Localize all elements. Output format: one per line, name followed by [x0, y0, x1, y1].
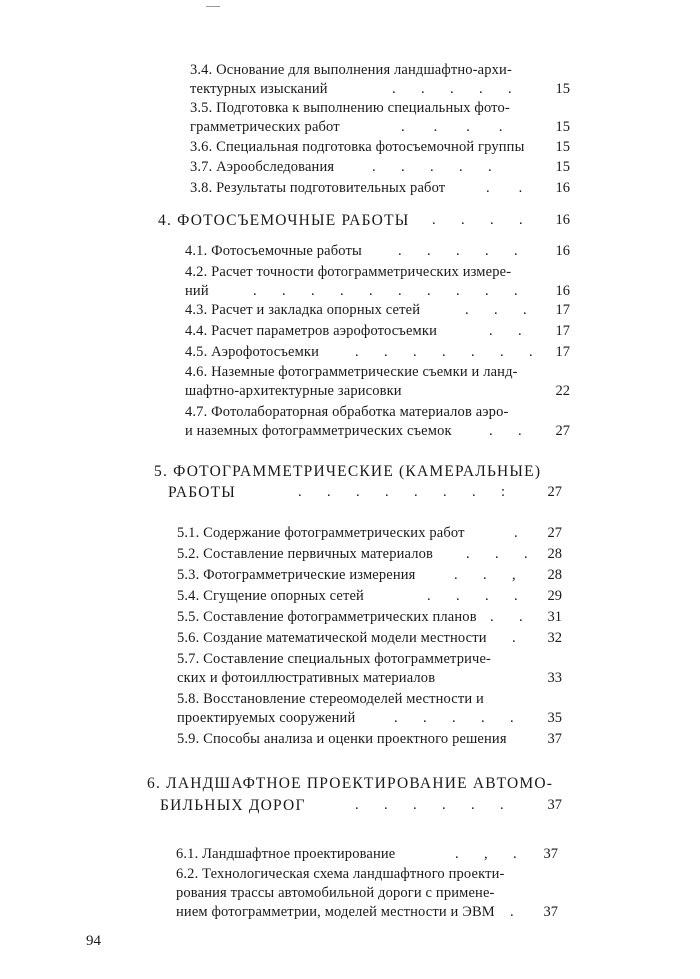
leader-dots: . . . . [432, 212, 523, 228]
toc-page-number: 16 [555, 212, 570, 228]
toc-entry-3-5-line-1: 3.5. Подготовка к выполнению специальных фото- [190, 100, 510, 116]
toc-entry-4-6-line-2: шафтно-архитектурные зарисовки [185, 383, 402, 399]
toc-entry-3-5-line-2: грамметрических работ [190, 119, 340, 135]
toc-page-number: 17 [555, 323, 570, 339]
toc-page-number: 37 [543, 846, 558, 862]
toc-page-number: 16 [555, 283, 570, 299]
toc-entry-5-4: 5.4. Сгущение опорных сетей [177, 588, 364, 604]
toc-page-number: 35 [547, 710, 562, 726]
toc-entry-4-1: 4.1. Фотосъемочные работы [185, 243, 362, 259]
toc-page-number: 33 [547, 670, 562, 686]
toc-entry-5-9: 5.9. Способы анализа и оценки проектного решения [177, 731, 507, 747]
chapter-5-heading-line-1: 5. ФОТОГРАММЕТРИЧЕСКИЕ (КАМЕРАЛЬНЫЕ) [154, 463, 542, 480]
toc-entry-5-8-line-1: 5.8. Восстановление стереомоделей местности и [177, 691, 484, 707]
leader-dots: . [510, 904, 514, 920]
leader-dots: . . . . . . . . . . [253, 283, 518, 299]
toc-page-number: 16 [555, 180, 570, 196]
leader-dots: . . . . . [372, 159, 492, 175]
toc-entry-4-5: 4.5. Аэрофотосъемки [185, 344, 319, 360]
toc-page-number: 29 [547, 588, 562, 604]
leader-dots: . . . . [401, 119, 503, 135]
toc-entry-5-1: 5.1. Содержание фотограмметрических работ [177, 525, 465, 541]
toc-page-number: 37 [543, 904, 558, 920]
toc-entry-5-7-line-1: 5.7. Составление специальных фотограмметриче- [177, 651, 492, 667]
leader-dots: . . , [454, 567, 516, 583]
leader-dots: . . . . . . . [355, 344, 533, 360]
toc-page-number: 37 [547, 731, 562, 747]
toc-entry-6-2-line-2: рования трассы автомобильной дороги с примене- [176, 885, 495, 901]
leader-dots: . . . . . [392, 81, 512, 97]
toc-page-number: 17 [555, 344, 570, 360]
page-number: 94 [86, 933, 101, 949]
toc-entry-6-1: 6.1. Ландшафтное проектирование [176, 846, 396, 862]
leader-dots: . . . . . . . : [298, 484, 506, 500]
leader-dots: . [514, 525, 518, 541]
leader-dots: . [512, 630, 516, 646]
toc-entry-3-6: 3.6. Специальная подготовка фотосъемочной группы [190, 139, 525, 155]
leader-dots: . . [489, 323, 522, 339]
leader-dots: . . . [465, 302, 527, 318]
toc-page-number: 15 [555, 81, 570, 97]
leader-dots: . . [489, 423, 522, 439]
toc-page-number: 15 [555, 139, 570, 155]
toc-entry-5-2: 5.2. Составление первичных материалов [177, 546, 434, 562]
toc-page-number: 31 [547, 609, 562, 625]
toc-entry-3-7: 3.7. Аэрообследования [190, 159, 335, 175]
leader-dots: . . . [466, 546, 528, 562]
toc-page-number: 27 [547, 484, 562, 500]
toc-entry-5-3: 5.3. Фотограмметрические измерения [177, 567, 416, 583]
leader-dots: . . . . . . [355, 797, 504, 813]
leader-dots: . . [490, 609, 523, 625]
chapter-6-heading-line-2: БИЛЬНЫХ ДОРОГ [160, 797, 306, 814]
toc-entry-5-7-line-2: ских и фотоиллюстративных материалов [177, 670, 436, 686]
toc-entry-4-4: 4.4. Расчет параметров аэрофотосъемки [185, 323, 437, 339]
toc-page-number: 27 [547, 525, 562, 541]
toc-entry-6-2-line-3: нием фотограмметрии, моделей местности и ЭВМ [176, 904, 495, 920]
toc-page-number: 15 [555, 159, 570, 175]
toc-entry-5-5: 5.5. Составление фотограмметрических планов [177, 609, 477, 625]
toc-page-number: 22 [555, 383, 570, 399]
toc-page-number: 15 [555, 119, 570, 135]
leader-dots: . . . . . [398, 243, 518, 259]
toc-page-number: 28 [547, 567, 562, 583]
toc-entry-3-8: 3.8. Результаты подготовительных работ [190, 180, 446, 196]
toc-entry-3-4-line-2: тектурных изысканий [190, 81, 328, 97]
toc-entry-6-2-line-1: 6.2. Технологическая схема ландшафтного проекти- [176, 866, 505, 882]
toc-page-number: 27 [555, 423, 570, 439]
toc-entry-3-4-line-1: 3.4. Основание для выполнения ландшафтно-архи- [190, 62, 512, 78]
leader-dots: . . [486, 180, 523, 196]
leader-dots: . , . [455, 846, 517, 862]
chapter-4-heading: 4. ФОТОСЪЕМОЧНЫЕ РАБОТЫ [158, 212, 410, 229]
toc-entry-5-6: 5.6. Создание математической модели местности [177, 630, 487, 646]
toc-entry-4-6-line-1: 4.6. Наземные фотограмметрические съемки и ланд- [185, 364, 518, 380]
leader-dots: . . . . [427, 588, 518, 604]
toc-page-number: 17 [555, 302, 570, 318]
chapter-5-heading-line-2: РАБОТЫ [168, 484, 237, 501]
toc-page-number: 28 [547, 546, 562, 562]
toc-page-number: 32 [547, 630, 562, 646]
leader-dots: . . . . . [394, 710, 514, 726]
chapter-6-heading-line-1: 6. ЛАНДШАФТНОЕ ПРОЕКТИРОВАНИЕ АВТОМО- [147, 775, 554, 792]
toc-entry-4-2-line-1: 4.2. Расчет точности фотограмметрических измере- [185, 264, 512, 280]
toc-page-number: 16 [555, 243, 570, 259]
top-mark [206, 6, 220, 7]
toc-entry-4-7-line-1: 4.7. Фотолабораторная обработка материалов аэро- [185, 404, 509, 420]
toc-entry-4-2-line-2: ний [185, 283, 209, 299]
toc-page-number: 37 [547, 797, 562, 813]
toc-entry-4-7-line-2: и наземных фотограмметрических съемок [185, 423, 452, 439]
toc-entry-4-3: 4.3. Расчет и закладка опорных сетей [185, 302, 421, 318]
toc-entry-5-8-line-2: проектируемых сооружений [177, 710, 356, 726]
